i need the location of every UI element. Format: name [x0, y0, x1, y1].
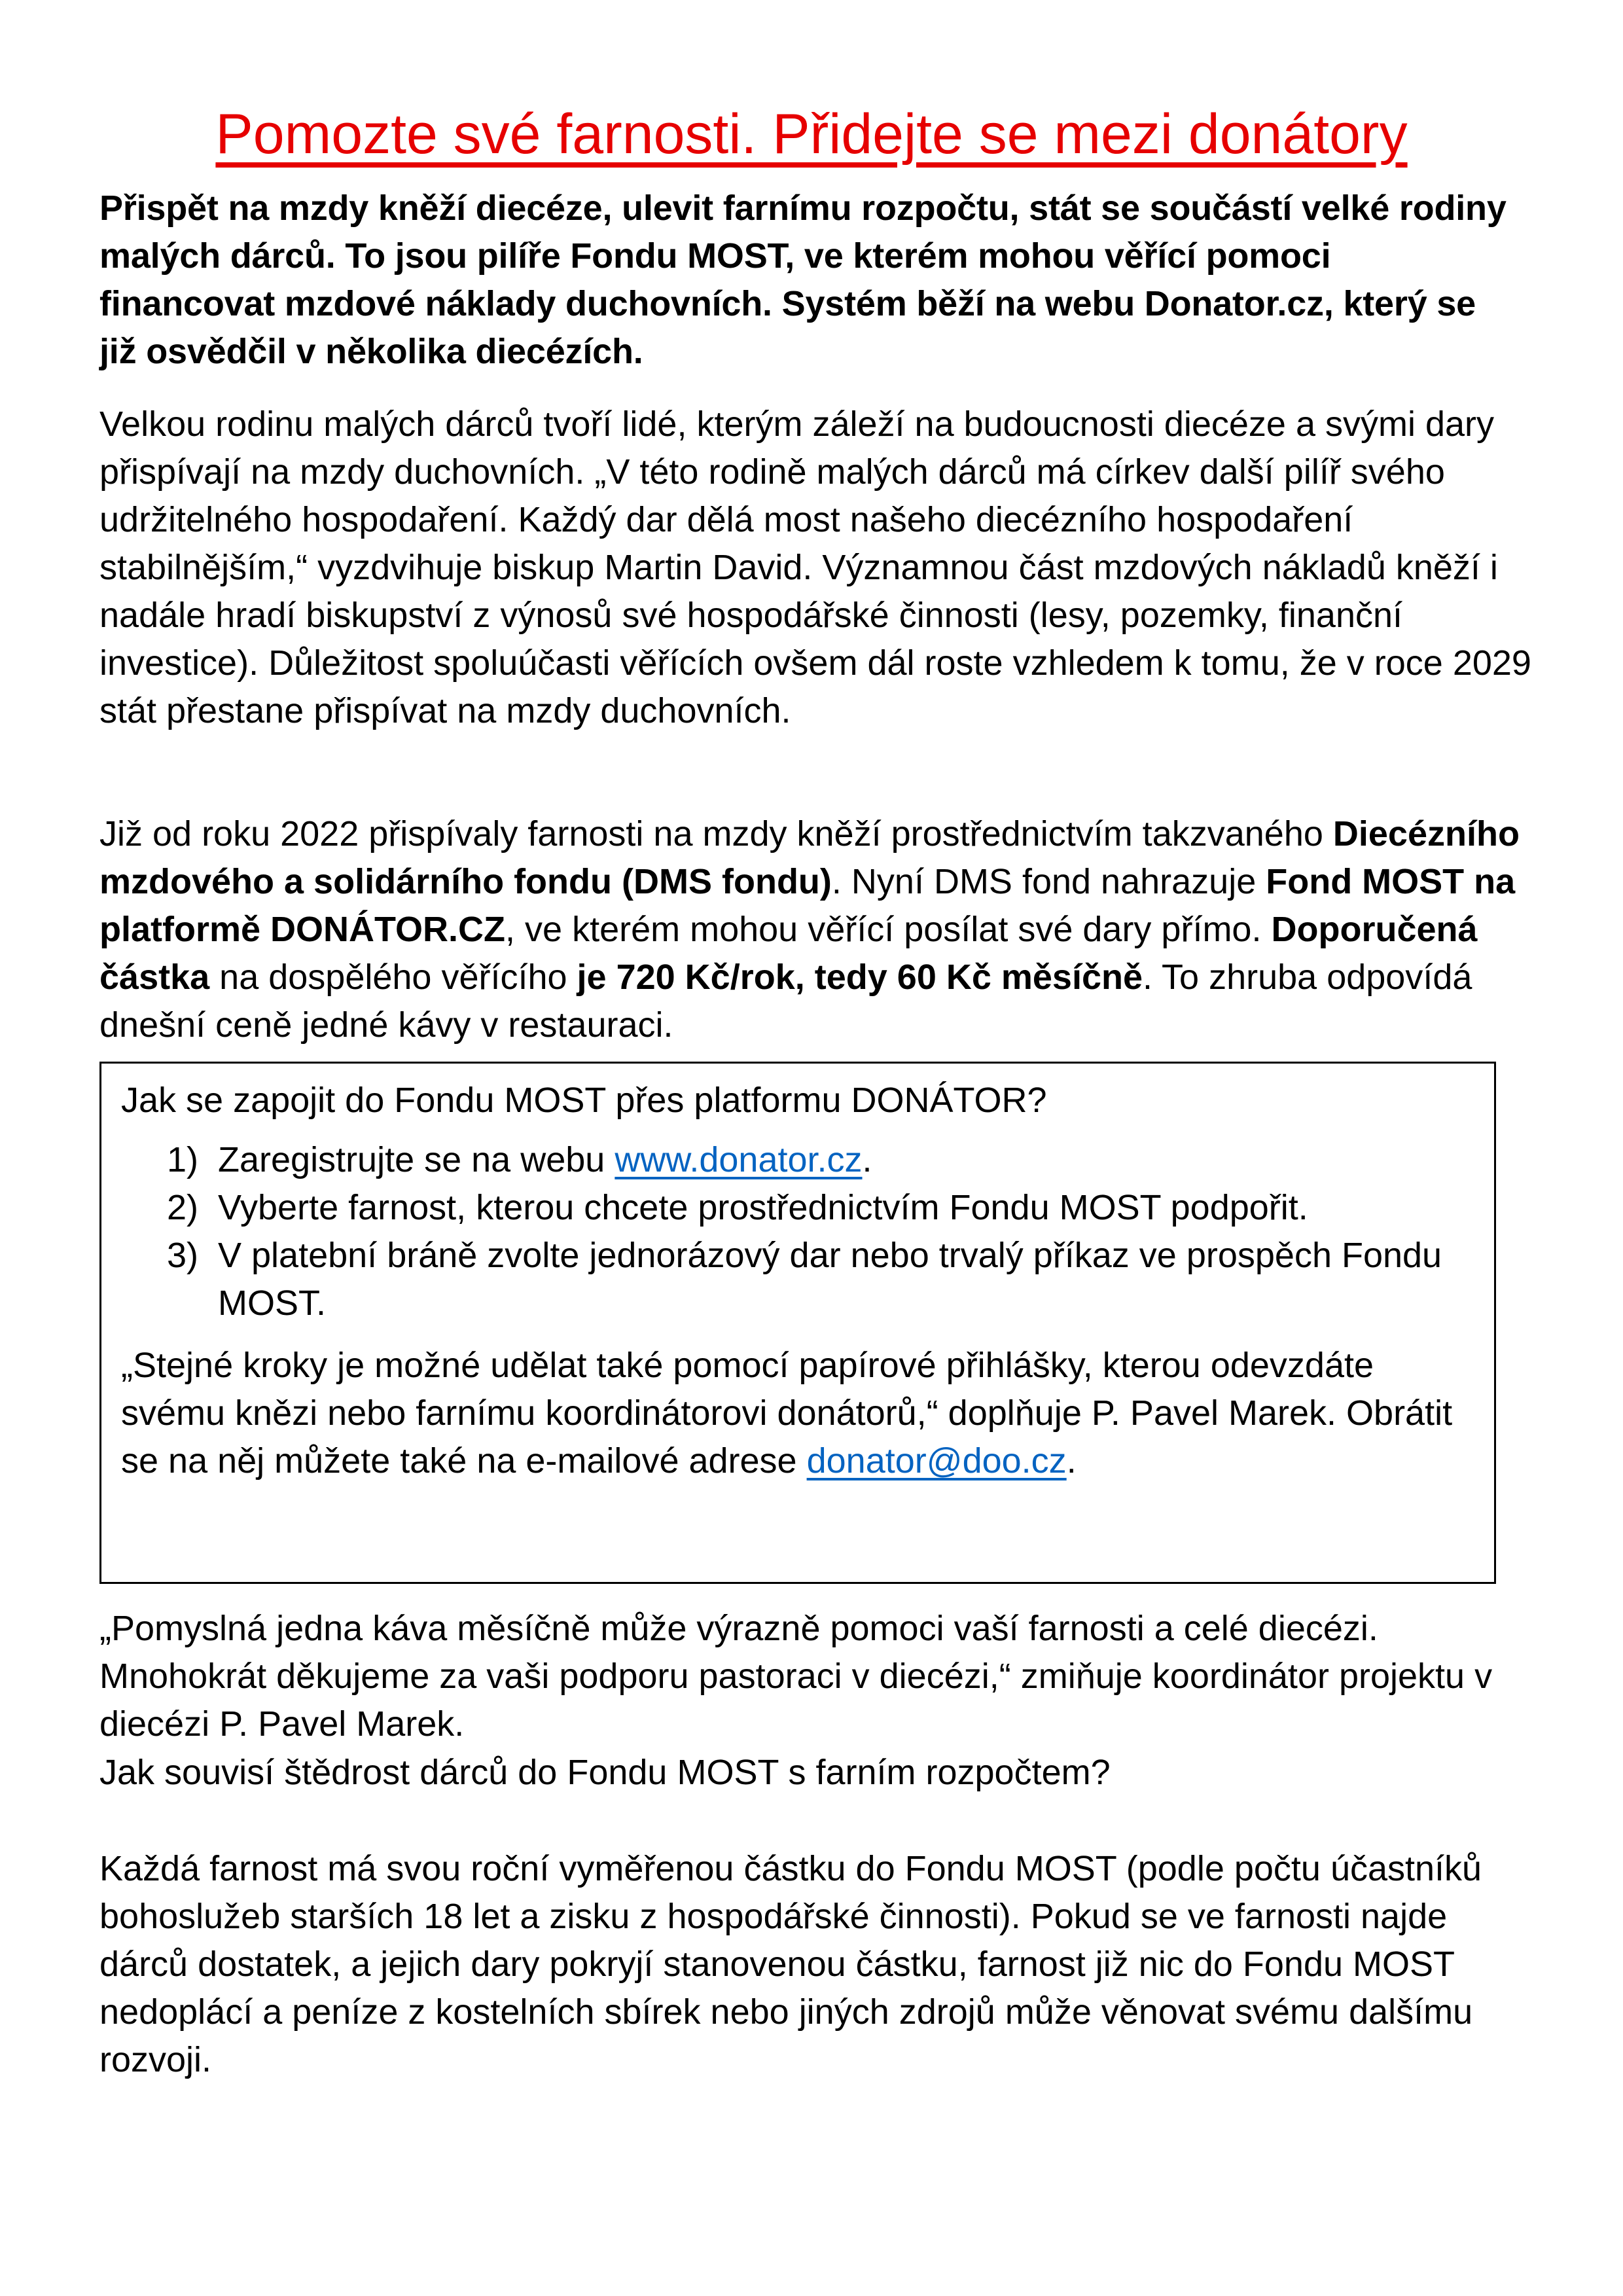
dms-fund-name: Diecézního mzdového a solidárního fondu (DMS fondu): [99, 814, 1520, 901]
step-text-end: .: [862, 1140, 872, 1179]
donator-website-link[interactable]: www.donator.cz: [615, 1140, 863, 1179]
paragraph-dms-text-2: . Nyní DMS fond nahrazuje: [831, 862, 1266, 901]
step-item: [167, 1232, 1482, 1327]
recommended-amount-value: je 720 Kč/rok, tedy 60 Kč měsíčně: [577, 958, 1143, 997]
step-number: 2): [167, 1188, 199, 1227]
step-item: [167, 1136, 1482, 1184]
how-to-join-content: [121, 1077, 1482, 1485]
lead-paragraph: Přispět na mzdy kněží diecéze, ulevit farnímu rozpočtu, stát se součástí velké rodiny malých dárců. To jsou pilíře Fondu MOST, ve kterém mohou věřící pomoci financovat mzdové náklady duchovních. Systém běží na webu Donator.cz, který se již osvědčil v několika diecézích.: [99, 188, 1507, 371]
steps-list: [121, 1136, 1482, 1327]
page-title-text: Pomozte své farnosti. Přidejte se mezi donátory: [215, 103, 1408, 166]
contact-email-link[interactable]: donator@doo.cz: [806, 1441, 1067, 1480]
paragraph-budget-answer: Každá farnost má svou roční vyměřenou částku do Fondu MOST (podle počtu účastníků bohoslužeb starších 18 let a zisku z hospodářské činnosti). Pokud se ve farnosti najde dárců dostatek, a jejich dary pokryjí stanovenou částku, farnost již nic do Fondu MOST nedoplácí a peníze z kostelních sbírek nebo jiných zdrojů může věnovat svému dalšímu rozvoji.: [99, 1849, 1482, 2079]
step-item: [167, 1184, 1482, 1232]
paper-form-quote: [121, 1342, 1482, 1485]
paragraph-dms-text-1: Již od roku 2022 přispívaly farnosti na mzdy kněží prostřednictvím takzvaného: [99, 814, 1333, 853]
how-to-join-question: Jak se zapojit do Fondu MOST přes platformu DONÁTOR?: [121, 1081, 1047, 1120]
fond-most-platform: Fond MOST na platformě DONÁTOR.CZ: [99, 862, 1516, 949]
step-text: Vyberte farnost, kterou chcete prostřednictvím Fondu MOST podpořit.: [218, 1188, 1308, 1227]
paper-form-quote-text: „Stejné kroky je možné udělat také pomocí papírové přihlášky, kterou odevzdáte svému knězi nebo farnímu koordinátorovi donátorů,“ doplňuje P. Pavel Marek. Obrátit se na něj můžete také na e-mailové adrese: [121, 1346, 1453, 1480]
paragraph-budget-question: Jak souvisí štědrost dárců do Fondu MOST s farním rozpočtem?: [99, 1753, 1111, 1792]
paragraph-dms-text-4: na dospělého věřícího: [209, 958, 577, 997]
paragraph-dms-fund: [99, 810, 1533, 1049]
paragraph-coffee-quote: „Pomyslná jedna káva měsíčně může výrazně pomoci vaší farnosti a celé diecézi. Mnohokrát děkujeme za vaši podporu pastoraci v diecézi,“ zmiňuje koordinátor projektu v diecézi P. Pavel Marek.: [99, 1609, 1493, 1744]
step-text: Zaregistrujte se na webu: [218, 1140, 615, 1179]
recommended-amount-label: Doporučená částka: [99, 910, 1478, 997]
page-title: [99, 98, 1533, 170]
paragraph-dms-text-3: , ve kterém mohou věřící posílat své dary přímo.: [505, 910, 1272, 949]
step-text: V platební bráně zvolte jednorázový dar nebo trvalý příkaz ve prospěch Fondu MOST.: [218, 1236, 1442, 1323]
paragraph-donors-family: Velkou rodinu malých dárců tvoří lidé, kterým záleží na budoucnosti diecéze a svými dary přispívají na mzdy duchovních. „V této rodině malých dárců má církev další pilíř svého udržitelného hospodaření. Každý dar dělá most našeho diecézního hospodaření stabilnějším,“ vyzdvihuje biskup Martin David. Významnou část mzdových nákladů kněží i nadále hradí biskupství z výnosů své hospodářské činnosti (lesy, pozemky, finanční investice). Důležitost spoluúčasti věřících ovšem dál roste vzhledem k tomu, že v roce 2029 stát přestane přispívat na mzdy duchovních.: [99, 404, 1531, 730]
paragraph-dms-text-5: . To zhruba odpovídá dnešní ceně jedné kávy v restauraci.: [99, 958, 1472, 1045]
step-number: 3): [167, 1236, 199, 1275]
paper-form-quote-end: .: [1066, 1441, 1077, 1480]
how-to-join-box: [99, 1062, 1496, 1584]
step-number: 1): [167, 1140, 199, 1179]
